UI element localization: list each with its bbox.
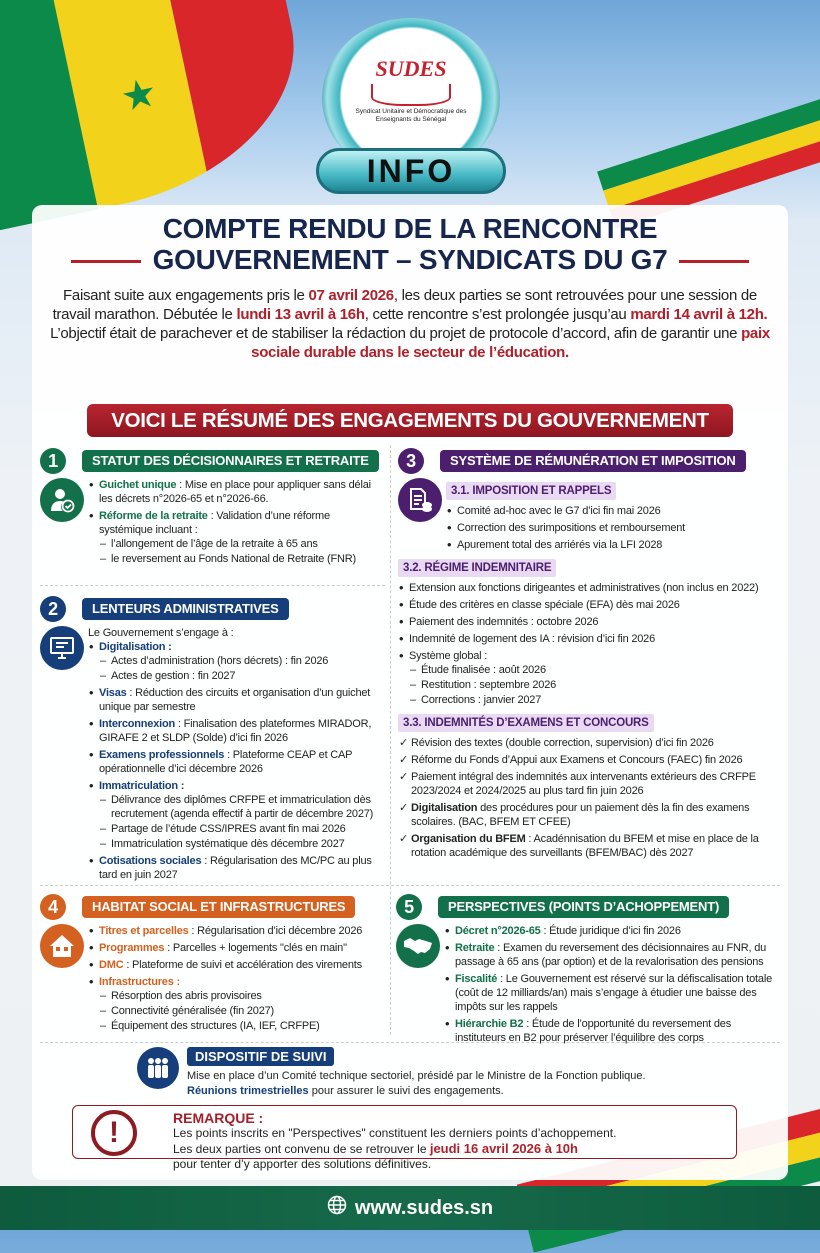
list-item (88, 509, 385, 566)
section-title: PERSPECTIVES (POINTS D’ACHOPPEMENT) (438, 896, 729, 918)
list-item (88, 854, 385, 882)
item-label: Immatriculation : (99, 780, 185, 792)
intro-paragraph (50, 286, 770, 362)
list-item (446, 504, 783, 518)
intro-text: , les deux parties se sont retrouvées pour une session de travail marathon. Débutée le (52, 287, 757, 323)
list-item (398, 581, 783, 595)
sub-list (99, 654, 385, 683)
list-item (398, 632, 783, 646)
item-text: : Plateforme CEAP et CAP opérationnelle d’ici décembre 2026 (99, 749, 353, 775)
sub-item: – l’allongement de l’âge de la retraite à 65 ans (99, 537, 385, 551)
subsection (398, 555, 783, 707)
item-label: Titres et parcelles (99, 925, 189, 937)
page-title (0, 213, 820, 275)
list-item (444, 1017, 781, 1045)
highlight-text: lundi 13 avril à 16h (236, 306, 365, 323)
list-item (398, 770, 783, 798)
list-item (444, 924, 781, 938)
book-icon (371, 84, 451, 106)
title-line-2: GOUVERNEMENT – SYNDICATS DU G7 (152, 244, 668, 275)
item-text: : Réduction des circuits et organisation d’un guichet unique par semestre (99, 687, 371, 713)
list-item (446, 538, 783, 552)
globe-icon (327, 1187, 347, 1231)
bullet-list (444, 924, 781, 1045)
divider (390, 445, 391, 1035)
list-item (88, 958, 385, 972)
logo-subtitle: Syndicat Unitaire et Démocratique des Enseignants du Sénégal (355, 108, 467, 123)
remark-line: pour tenter d’y apporter des solutions définitives. (173, 1157, 432, 1171)
item-text: : Parcelles + logements "clés en main" (167, 942, 347, 954)
list-item (88, 779, 385, 851)
item-text: Indemnité de logement des IA : révision d’ici fin 2026 (409, 633, 656, 645)
section-title: LENTEURS ADMINISTRATIVES (82, 598, 289, 620)
list-item (88, 941, 385, 955)
footer (0, 1186, 820, 1230)
section-number: 2 (40, 596, 66, 622)
item-text: : Finalisation des plateformes MIRADOR, GIRAFE 2 et SLDP (Solde) d’ici fin 2026 (99, 718, 372, 744)
bullet-list (398, 736, 783, 860)
logo-name: SUDES (375, 56, 447, 81)
list-item (398, 649, 783, 707)
section-body (403, 478, 783, 863)
summary-banner: VOICI LE RÉSUMÉ DES ENGAGEMENTS DU GOUVERNEMENT (87, 404, 733, 437)
item-text: : Mise en place pour appliquer sans délai les décrets n°2026-65 et n°2026-66. (99, 479, 371, 505)
section-title: HABITAT SOCIAL ET INFRASTRUCTURES (82, 896, 355, 918)
bullet-list (88, 478, 385, 566)
subsection (446, 478, 783, 552)
item-text: Paiement des indemnités : octobre 2026 (409, 616, 599, 628)
follow-up-text: pour assurer le suivi des engagements. (308, 1085, 504, 1097)
item-label: Programmes (99, 942, 165, 954)
info-badge: INFO (316, 148, 506, 194)
section-title: STATUT DES DÉCISIONNAIRES ET RETRAITE (82, 450, 379, 472)
bullet-list (446, 504, 783, 552)
sub-item: – Délivrance des diplômes CRFPE et immatriculation dès recrutement (agenda effectif à partir de décembre 2027) (99, 793, 385, 821)
sub-list (99, 989, 385, 1033)
list-item (398, 598, 783, 612)
divider (40, 885, 780, 886)
sub-item: – Connectivité généralisée (fin 2027) (99, 1004, 385, 1018)
list-item (88, 924, 385, 938)
intro-text: , cette rencontre s’est prolongée jusqu’au (364, 306, 631, 323)
computer-icon (40, 626, 84, 670)
item-text: : Acadénnisation du BFEM et mise en place de la rotation académique des surveillants (BFEM/BAC) dès 2027 (411, 833, 759, 859)
item-text: : Étude de l’opportunité du reversement des instituteurs en B2 pour préserver l’équilibre des corps (455, 1018, 731, 1044)
remark-body (173, 1126, 733, 1172)
sub-item: – Partage de l’étude CSS/IPRES avant fin mai 2026 (99, 822, 385, 836)
sub-item: – Étude finalisée : août 2026 (409, 663, 783, 677)
section-intro: Le Gouvernement s’engage à : (88, 627, 234, 639)
bullet-list (398, 581, 783, 707)
senegal-flag-decoration: ★ (0, 0, 320, 233)
remark-box (72, 1105, 737, 1171)
item-label: Examens professionnels (99, 749, 225, 761)
item-text: : Plateforme de suivi et accélération des virements (126, 959, 362, 971)
item-text: des procédures pour un paiement dès la fin des examens scolaires. (BAC, BFEM ET CFEE) (411, 802, 750, 828)
item-label: Hiérarchie B2 (455, 1018, 524, 1030)
subsection-title: 3.2. RÉGIME INDEMNITAIRE (398, 559, 556, 577)
item-text: : Régularisation d’ici décembre 2026 (191, 925, 363, 937)
website-link[interactable]: www.sudes.sn (354, 1197, 494, 1219)
item-text: Apurement total des arriérés via la LFI 2028 (457, 539, 663, 551)
item-text: Système global : (409, 650, 488, 662)
list-item (88, 717, 385, 745)
item-text: : Validation d’une réforme systémique incluant : (99, 510, 330, 536)
item-label: Guichet unique (99, 479, 177, 491)
item-text: Comité ad-hoc avec le G7 d’ici fin mai 2026 (457, 505, 661, 517)
list-item (444, 941, 781, 969)
item-text: Paiement intégral des indemnités aux intervenants extérieurs des CRFPE 2023/2024 et 2024/2025 au plus tard fin juin 2026 (411, 771, 756, 797)
handshake-icon (396, 924, 440, 968)
bullet-list (88, 924, 385, 1033)
remark-line: Les deux parties ont convenu de se retrouver le (173, 1142, 430, 1156)
sub-item: – Résorption des abris provisoires (99, 989, 385, 1003)
sudes-logo (316, 18, 506, 198)
user-check-icon (40, 478, 84, 522)
sub-list (409, 663, 783, 707)
item-label: Visas (99, 687, 127, 699)
sub-item: – le reversement au Fonds National de Retraite (FNR) (99, 552, 385, 566)
follow-up-title: DISPOSITIF DE SUIVI (187, 1047, 334, 1066)
intro-text: Faisant suite aux engagements pris le (63, 287, 309, 304)
item-text: Réforme du Fonds d’Appui aux Examens et Concours (FAEC) fin 2026 (411, 754, 743, 766)
item-label: Décret n°2026-65 (455, 925, 541, 937)
item-label: Digitalisation : (99, 641, 172, 653)
item-text: Extension aux fonctions dirigeantes et administratives (non inclus en 2022) (409, 582, 759, 594)
sub-item: – Équipement des structures (IA, IEF, CRFPE) (99, 1019, 385, 1033)
sub-list (99, 793, 385, 851)
item-label: Interconnexion (99, 718, 176, 730)
item-label: Réforme de la retraite (99, 510, 208, 522)
item-label: Cotisations sociales (99, 855, 202, 867)
follow-up-section (187, 1047, 747, 1099)
list-item (398, 801, 783, 829)
follow-up-highlight: Réunions trimestrielles (187, 1085, 309, 1097)
section-number: 3 (398, 448, 424, 474)
remark-date: jeudi 16 avril 2026 à 10h (429, 1141, 578, 1156)
section-body (88, 626, 385, 885)
bullet-list (88, 640, 385, 882)
subsection-title: 3.1. IMPOSITION ET RAPPELS (446, 482, 616, 500)
item-label: Retraite (455, 942, 495, 954)
list-item (446, 521, 783, 535)
remark-line: Les points inscrits en "Perspectives" constituent les derniers points d’achoppement. (173, 1126, 617, 1140)
list-item (444, 972, 781, 1014)
item-label: Infrastructures : (99, 976, 180, 988)
list-item (88, 748, 385, 776)
section-number: 5 (396, 894, 422, 920)
sub-list (99, 537, 385, 566)
divider (40, 585, 385, 586)
item-label: Fiscalité (455, 973, 498, 985)
list-item (88, 686, 385, 714)
subsection-title: 3.3. INDEMNITÉS D’EXAMENS ET CONCOURS (398, 714, 654, 732)
section-body (88, 924, 385, 1036)
highlight-text: mardi 14 avril à 12h. (630, 306, 768, 323)
sub-item: – Actes de gestion : fin 2027 (99, 669, 385, 683)
house-icon (40, 924, 84, 968)
item-label: DMC (99, 959, 124, 971)
section-body (444, 924, 781, 1048)
sub-item: – Actes d’administration (hors décrets) : fin 2026 (99, 654, 385, 668)
section-body (88, 478, 385, 569)
highlight-text: 07 avril 2026 (308, 287, 394, 304)
title-line-1: COMPTE RENDU DE LA RENCONTRE (162, 213, 658, 244)
people-icon (137, 1047, 179, 1089)
item-text: : Régularisation des MC/PC au plus tard en juin 2027 (99, 855, 372, 881)
sub-item: – Corrections : janvier 2027 (409, 693, 783, 707)
section-title: SYSTÈME DE RÉMUNÉRATION ET IMPOSITION (440, 450, 746, 472)
list-item (398, 832, 783, 860)
section-number: 1 (40, 448, 66, 474)
highlight-text: paix sociale durable dans le secteur de l’éducation. (251, 325, 770, 361)
exclamation-icon: ! (91, 1110, 137, 1156)
intro-text: L’objectif était de parachever et de stabiliser la rédaction du projet de protocole d’accord, afin de garantir une (50, 325, 742, 342)
document-coins-icon (398, 478, 442, 522)
item-label: Digitalisation (411, 802, 478, 814)
item-text: Révision des textes (double correction, supervision) d’ici fin 2026 (411, 737, 714, 749)
item-text: Correction des surimpositions et remboursement (457, 522, 686, 534)
remark-title: REMARQUE : (173, 1110, 264, 1126)
item-text: : Examen du reversement des décisionnaires au FNR, du passage à 65 ans (par option) et de la revalorisation des pensions (455, 942, 767, 968)
list-item (88, 975, 385, 1033)
sub-item: – Restitution : septembre 2026 (409, 678, 783, 692)
list-item (398, 615, 783, 629)
list-item (88, 478, 385, 506)
list-item (398, 753, 783, 767)
list-item (398, 736, 783, 750)
item-text: : Le Gouvernement est réservé sur la défiscalisation totale (coût de 12 milliards/an) mais s’engage à étudier une baisse des impôts sur les rappels (455, 973, 772, 1013)
item-label: Organisation du BFEM (411, 833, 526, 845)
list-item (88, 640, 385, 683)
item-text: Étude des critères en classe spéciale (EFA) dès mai 2026 (409, 599, 680, 611)
section-number: 4 (40, 894, 66, 920)
follow-up-text: Mise en place d’un Comité technique sectoriel, présidé par le Ministre de la Fonction publique. (187, 1070, 646, 1082)
sub-item: – Immatriculation systématique dès décembre 2027 (99, 837, 385, 851)
item-text: : Étude juridique d’ici fin 2026 (543, 925, 681, 937)
subsection (398, 710, 783, 860)
